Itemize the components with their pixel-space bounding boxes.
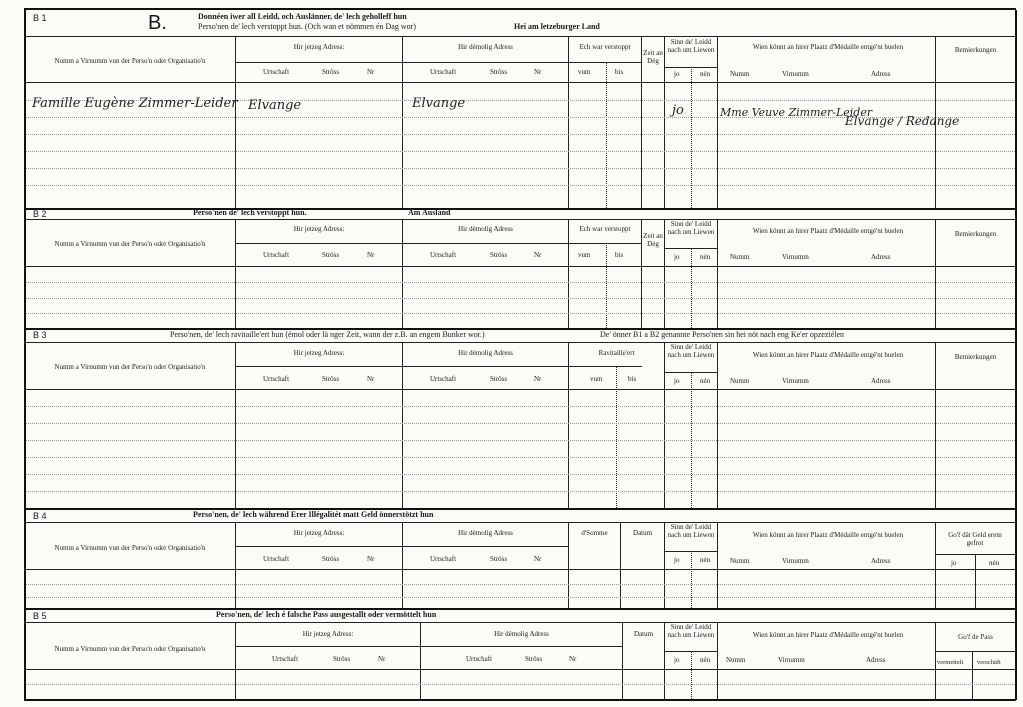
header-yes: jo	[674, 556, 680, 564]
header-from: vum	[590, 375, 603, 383]
header-no: nén	[700, 556, 711, 564]
section-subtitle: Perso'nen de' lech verstoppt hun. (Och wan et nömmen én Dag wor)	[198, 22, 416, 31]
frame-top	[24, 8, 1016, 10]
header-street: Ströss	[490, 68, 508, 76]
header-town: Urtschaft	[430, 375, 457, 383]
header-current-address: Hir jetzeg Adress:	[293, 225, 345, 233]
header-m-address: Adress	[866, 656, 886, 664]
header-nr: Nr	[367, 375, 375, 383]
header-nr: Nr	[534, 68, 542, 76]
entry-alive: jo	[672, 103, 684, 118]
section-title: Perso'nen, de' lech während Erer Illégalitét matt Geld önnerstötzt hun	[193, 510, 434, 519]
header-street: Ströss	[490, 375, 508, 383]
header-m-name: Numm	[726, 656, 746, 664]
header-supplied: Ravitaille'ert	[598, 349, 635, 357]
header-town: Urtschaft	[263, 555, 290, 563]
header-date: Datum	[633, 630, 654, 638]
section-location: Hei am letzeburger Land	[514, 22, 600, 31]
entry-recipient-address: Elvange / Redange	[845, 114, 960, 128]
header-no: nén	[700, 377, 711, 385]
header-time: Zeit an Dég	[643, 232, 663, 248]
header-m-name: Numm	[730, 253, 750, 261]
header-remarks: Bemierkungen	[954, 46, 997, 54]
header-hid: Ech war verstoppt	[579, 225, 631, 233]
header-alive: Sinn de' Leidd nach um Liewen	[667, 38, 715, 54]
header-street: Ströss	[322, 251, 340, 259]
header-m-first: Virnumm	[782, 253, 809, 261]
header-yes: jo	[674, 377, 680, 385]
header-medal: Wien könnt an hirer Plaatz d'Médaille entgé'nt huelen	[752, 43, 904, 51]
header-m-first: Virnumm	[782, 377, 809, 385]
header-remarks: Bemierkungen	[954, 230, 997, 238]
header-to: bis	[628, 375, 637, 383]
header-name: Numm a Virnumm vun der Perso'n oder Organisatio'n	[54, 363, 206, 371]
frame-right	[1015, 10, 1017, 700]
header-town: Urtschaft	[263, 375, 290, 383]
header-m-address: Adress	[871, 557, 891, 565]
header-town: Urtschaft	[466, 655, 493, 663]
header-m-name: Numm	[730, 70, 750, 78]
header-street: Ströss	[490, 251, 508, 259]
header-name: Numm a Virnumm vun der Perso'n oder Organisatio'n	[54, 57, 206, 65]
header-street: Ströss	[322, 68, 340, 76]
header-town: Urtschaft	[263, 68, 290, 76]
header-money-back: Go'f dät Geld erem gefrot	[948, 531, 1002, 547]
separator-b2	[24, 208, 1016, 210]
header-street: Ströss	[525, 655, 543, 663]
header-no: nén	[989, 559, 1000, 567]
header-street: Ströss	[322, 375, 340, 383]
header-from: vum	[578, 251, 591, 259]
entry-name: Famille Eugène Zimmer-Leider	[32, 96, 238, 111]
header-town: Urtschaft	[430, 555, 457, 563]
header-nr: Nr	[378, 655, 386, 663]
header-town: Urtschaft	[272, 655, 299, 663]
header-time: Zeit an Dég	[643, 49, 663, 65]
header-m-address: Adress	[871, 377, 891, 385]
header-name: Numm a Virnumm vun der Perso'n oder Organisatio'n	[54, 645, 206, 653]
section-id: B 2	[33, 209, 47, 219]
header-medal: Wien könnt an hirer Plaatz d'Médaille entgé'nt huelen	[752, 351, 904, 359]
header-alive: Sinn de' Leidd nach um Liewen	[667, 343, 715, 359]
header-m-name: Numm	[730, 557, 750, 565]
section-id: B 5	[33, 611, 47, 621]
header-to: bis	[615, 251, 624, 259]
header-nr: Nr	[367, 555, 375, 563]
header-remarks: Bemierkungen	[954, 353, 997, 361]
header-no: nén	[700, 70, 711, 78]
header-alive: Sinn de' Leidd nach um Liewen	[667, 220, 715, 236]
header-street: Ströss	[322, 555, 340, 563]
header-alive: Sinn de' Leidd nach um Liewen	[667, 623, 715, 639]
header-pass: Go'f de Pass	[958, 633, 993, 641]
section-title: Donnéen iwer all Leidd, och Auslänner, de' lech geholleff hun	[198, 12, 407, 21]
entry-current-town: Elvange	[248, 98, 302, 113]
header-town: Urtschaft	[263, 251, 290, 259]
header-nr: Nr	[569, 655, 577, 663]
header-m-name: Numm	[730, 377, 750, 385]
header-yes: jo	[674, 70, 680, 78]
entry-former-town: Elvange	[412, 96, 466, 111]
header-former-address: Hir démolig Adress	[458, 349, 513, 357]
header-to: bis	[615, 68, 624, 76]
header-current-address: Hir jetzeg Adress:	[293, 43, 345, 51]
header-m-address: Adress	[871, 253, 891, 261]
frame-bottom	[24, 699, 1016, 701]
header-yes: jo	[674, 253, 680, 261]
header-town: Urtschaft	[430, 251, 457, 259]
header-name: Numm a Virnumm vun der Perso'n oder Organisatio'n	[54, 240, 206, 248]
header-date: Datum	[632, 529, 653, 537]
section-id: B 3	[33, 330, 47, 340]
header-medal: Wien könnt an hirer Plaatz d'Médaille entgé'nt huelen	[752, 631, 904, 639]
header-yes: jo	[674, 656, 680, 664]
header-m-first: Virnumm	[782, 557, 809, 565]
form-letter: B.	[148, 12, 167, 34]
header-former-address: Hir démolig Adress	[458, 225, 513, 233]
entry-recipient: Mme Veuve Zimmer-Leider	[720, 106, 873, 119]
header-town: Urtschaft	[430, 68, 457, 76]
section-title: Perso'nen de' lech verstoppt hun.	[193, 208, 307, 217]
header-from: vum	[578, 68, 591, 76]
header-current-address: Hir jetzeg Adress:	[293, 529, 345, 537]
header-yes: jo	[951, 559, 957, 567]
header-current-address: Hir jetzeg Adress:	[302, 630, 354, 638]
header-name: Numm a Virnumm vun der Perso'n oder Organisatio'n	[54, 544, 206, 552]
section-id: B 1	[33, 13, 47, 23]
header-alive: Sinn de' Leidd nach um Liewen	[667, 523, 715, 539]
separator-b5	[24, 608, 1016, 610]
header-medal: Wien könnt an hirer Plaatz d'Médaille entgé'nt huelen	[752, 227, 904, 235]
header-sum: d'Somme	[581, 529, 608, 537]
header-former-address: Hir démolig Adress	[458, 43, 513, 51]
header-street: Ströss	[490, 555, 508, 563]
header-no: nén	[700, 656, 711, 664]
header-current-address: Hir jetzeg Adress:	[293, 349, 345, 357]
section-note: De' önner B1 a B2 genannte Perso'nen sin hei nöt nach eng Ke'er opzeziélen	[600, 330, 845, 339]
header-nr: Nr	[534, 251, 542, 259]
header-m-first: Virnumm	[782, 70, 809, 78]
header-nr: Nr	[534, 555, 542, 563]
section-title: Perso'nen, de' lech ravitaille'ert hun (émol oder lä nger Zeit, wann der z.B. an engem Bunker wor.)	[170, 330, 485, 339]
section-location: Am Ausland	[408, 208, 451, 217]
header-m-address: Adress	[871, 70, 891, 78]
header-no: nén	[700, 253, 711, 261]
section-id: B 4	[33, 511, 47, 521]
header-former-address: Hir démolig Adress	[458, 529, 513, 537]
header-issued: vermettelt	[937, 659, 964, 666]
header-former-address: Hir démolig Adress	[494, 630, 549, 638]
separator-b4	[24, 508, 1016, 510]
header-nr: Nr	[367, 68, 375, 76]
header-medal: Wien könnt an hirer Plaatz d'Médaille entgé'nt huelen	[752, 531, 904, 539]
header-m-first: Virnumm	[778, 656, 805, 664]
section-title: Perso'nen, de' lech é falsche Pass ausgestallt oder vermöttelt hun	[216, 610, 437, 619]
header-nr: Nr	[367, 251, 375, 259]
header-nr: Nr	[534, 375, 542, 383]
header-sold: verschäft	[977, 659, 1001, 666]
header-street: Ströss	[333, 655, 351, 663]
header-hid: Ech war verstoppt	[579, 43, 631, 51]
